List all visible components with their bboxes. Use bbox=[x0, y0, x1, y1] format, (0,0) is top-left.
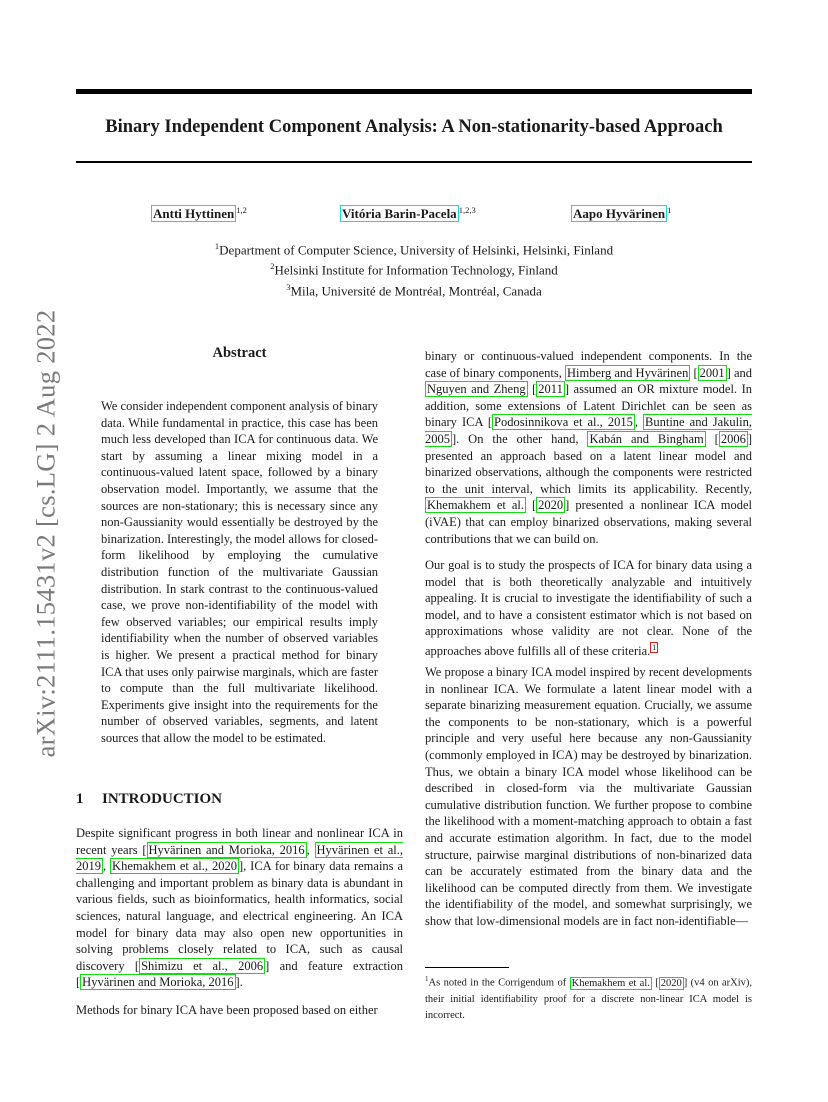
right-paragraph-1: binary or continuous-valued independent components. In the case of binary components, Himberg and Hyvärinen [ 2001 ] and Nguyen and Zheng [ 2011 ] assumed an OR mixture model. In addition, some extensions of Latent Dirichlet can be seen as binary ICA [ Podosinnikova et al., 2015 , Buntine and Jakulin, 2005 ]. On the other hand, Kabán and Bingham [ 2006 ] presented an approach based on a latent linear model and binarized observations, although the components were restricted to the unit interval, which limits its applicability. Recently, Khemakhem et al. [ 2020 ] presented a nonlinear ICA model (iVAE) that can employ binarized observations, making several contributions that we can build on. bbox=[425, 349, 753, 546]
arxiv-stamp: arXiv:2111.15431v2 [cs.LG] 2 Aug 2022 bbox=[30, 309, 61, 758]
citation-link[interactable]: Kabán and Bingham bbox=[589, 431, 704, 446]
author-3-affil: 1 bbox=[667, 205, 672, 215]
intro-paragraph-1: Despite significant progress in both linear and nonlinear ICA in recent years [ Hyvärinen and Morioka, 2016 , Hyvärinen et al., 2019 , Khemakhem et al., 2020 ], ICA for binary data remains a challenging and important problem as binary data is abundant in various fields, such as bioinformatics, health informatics, social sciences, natural language, and electrical engineering. An ICA model for binary data may also open new opportunities in solving problems closely related to ICA, such as causal discovery [ Shimizu et al., 2006 ] and feature extraction [ Hyvärinen and Morioka, 2016 ]. bbox=[76, 826, 403, 990]
citation-link[interactable]: 2020 bbox=[538, 498, 564, 513]
citation-link[interactable]: Khemakhem et al. bbox=[427, 498, 525, 513]
author-2-name-link[interactable]: Vitória Barin-Pacela bbox=[342, 206, 457, 222]
author-2 bbox=[340, 205, 476, 222]
footnote-ref-link[interactable]: 1 bbox=[652, 642, 657, 652]
intro-paragraph-2: Methods for binary ICA have been proposed based on either bbox=[76, 1003, 378, 1017]
title-top-rule bbox=[76, 89, 752, 94]
footnote: $^1$As noted in the Corrigendum of Khemakhem et al. [ 2020 ] (v4 on arXiv), their initial identifiability proof for a discrete non-linear ICA model is incorrect. bbox=[425, 975, 753, 1021]
author-1-affil: 1,2 bbox=[236, 205, 247, 215]
section-title: INTRODUCTION bbox=[102, 791, 223, 807]
citation-link[interactable]: Buntine and Jakulin, 2005 bbox=[425, 415, 752, 446]
citation-link[interactable]: Khemakhem et al. bbox=[571, 977, 650, 989]
title-bottom-rule bbox=[76, 161, 752, 163]
author-1 bbox=[151, 205, 247, 222]
section-heading-introduction bbox=[76, 791, 222, 808]
abstract-heading: Abstract bbox=[212, 345, 267, 361]
citation-link[interactable]: Podosinnikova et al., 2015 bbox=[494, 415, 633, 430]
citation-link[interactable]: Nguyen and Zheng bbox=[427, 382, 526, 397]
citation-link[interactable]: Hyvärinen and Morioka, 2016 bbox=[148, 842, 305, 857]
citation-link[interactable]: 2020 bbox=[660, 977, 682, 989]
affiliation-1: $^1$Department of Computer Science, University of Helsinki, Helsinki, Finland bbox=[214, 241, 614, 258]
affiliation-3: $^3$Mila, Université de Montréal, Montréal, Canada bbox=[286, 281, 542, 298]
citation-link[interactable]: Shimizu et al., 2006 bbox=[141, 958, 264, 973]
author-1-name-link[interactable]: Antti Hyttinen bbox=[153, 206, 235, 222]
citation-link[interactable]: Khemakhem et al., 2020 bbox=[112, 859, 237, 874]
citation-link[interactable]: 2011 bbox=[538, 382, 563, 397]
author-2-affil: 1,2,3 bbox=[458, 205, 476, 215]
footnote-rule bbox=[425, 967, 509, 968]
section-number: 1 bbox=[76, 791, 84, 807]
abstract-text: We consider independent component analysis of binary data. While fundamental in practice, this case has been much less developed than ICA for continuous data. We start by assuming a linear mixing model in a continuous-valued latent space, followed by a binary observation model. Importantly, we assume that the sources are non-stationary; this is necessary since any non-Gaussianity would essentially be destroyed by the binarization. Interestingly, the model allows for closed-form likelihood by employing the cumulative distribution function of the multivariate Gaussian distribution. In stark contrast to the continuous-valued case, we prove non-identifiability of the model with few observed variables; our empirical results imply identifiability when the number of observed variables is higher. We present a practical method for binary ICA that uses only pairwise marginals, which are faster to compute than the full multivariate likelihood. Experiments give insight into the requirements for the number of observed variables, segments, and latent sources that allow the model to be estimated. bbox=[101, 399, 378, 745]
citation-link[interactable]: 2001 bbox=[699, 365, 725, 380]
citation-link[interactable]: Hyvärinen et al., 2019 bbox=[76, 842, 403, 874]
right-paragraph-3: We propose a binary ICA model inspired by recent developments in nonlinear ICA. We formulate a latent linear model with a separate binarizing measurement equation. Crucially, we assume the components to be non-stationary, which is a powerful principle and very useful here because any non-Gaussianity (commonly employed in ICA) may be destroyed by binarization. Thus, we obtain a binary ICA model whose likelihood can be described in closed-form via the multivariate Gaussian cumulative distribution function. We further propose to combine the likelihood with a moment-matching approach to obtain a fast and accurate estimation algorithm. In fact, due to the model structure, pairwise marginal distributions of non-binarized data can be accurately estimated from the binary data and the likelihood can be computed directly from them. We investigate the identifiability of the model, and somewhat surprisingly, we show that low-dimensional models are in fact non-identifiable— bbox=[425, 665, 752, 928]
affiliation-2: $^2$Helsinki Institute for Information Technology, Finland bbox=[270, 261, 558, 278]
author-3-name-link[interactable]: Aapo Hyvärinen bbox=[573, 206, 666, 222]
paper-title: Binary Independent Component Analysis: A Non-stationarity-based Approach bbox=[105, 117, 723, 137]
citation-link[interactable]: 2006 bbox=[720, 431, 746, 446]
citation-link[interactable]: Himberg and Hyvärinen bbox=[567, 365, 689, 380]
right-paragraph-2: Our goal is to study the prospects of ICA for binary data using a model that is both theoretically analyzable and intuitively appealing. It is crucial to investigate the identifiability of such a model, and to have a consistent estimator which is not based on approximations whose validity are not clear. None of the approaches above fulfills all of these criteria. $^1$ bbox=[425, 558, 752, 659]
author-3 bbox=[571, 205, 671, 222]
affiliations bbox=[76, 238, 752, 299]
citation-link[interactable]: Hyvärinen and Morioka, 2016 bbox=[82, 975, 234, 990]
